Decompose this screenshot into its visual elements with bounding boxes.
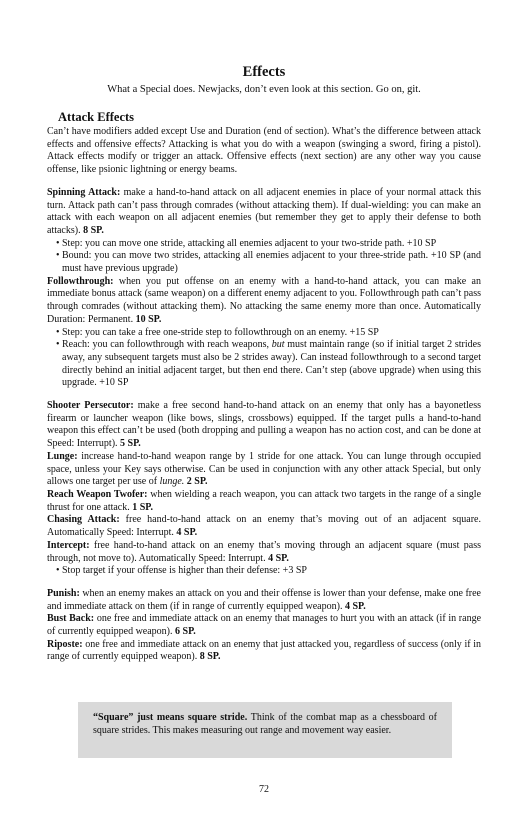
page-number: 72: [259, 784, 269, 795]
entry-name: Punish:: [47, 587, 80, 599]
entry-cost: 1 SP.: [132, 501, 154, 513]
entry-text: when an enemy makes an attack on you and their offense is lower than your defense, make one free and immediate attack on them (if in range of currently equipped weapon).: [47, 587, 481, 612]
sidebar-note: [78, 702, 452, 758]
note-body: Think of the combat map as a chessboard of square strides. This makes measuring out range and movement way easier.: [93, 712, 437, 736]
entry-name: Shooter Persecutor:: [47, 400, 134, 412]
entry-cost: 8 SP.: [199, 651, 221, 663]
upgrade-text: Bound: you can move two strides, attacking all enemies adjacent to your three-stride path. +10 SP (and must have previous upgrade): [62, 250, 481, 275]
entry-name: Bust Back:: [47, 613, 95, 625]
bullet-icon: •: [56, 339, 60, 351]
bullet-icon: •: [56, 565, 60, 577]
entry-cost: 2 SP.: [184, 476, 208, 488]
entry-emphasis: lunge.: [159, 476, 185, 488]
upgrade-text: Stop target if your offense is higher than their defense: +3 SP: [62, 565, 307, 577]
list-item-upgrade: [52, 339, 481, 390]
entry-chasing-attack: [47, 514, 481, 539]
entry-bust-back: [47, 613, 481, 638]
upgrade-text: Step: you can move one stride, attacking all enemies adjacent to your two-stride path. +10 SP: [62, 237, 437, 249]
entry-spinning-attack: [47, 187, 481, 238]
entry-text: when wielding a reach weapon, you can attack two targets in the range of a single thrust for one attack.: [47, 488, 482, 513]
entry-text: make a free second hand-to-hand attack on an enemy that only has a bayonetless firearm or launcher weapon (like bows, slings, crossbows) equipped. If the target pulls a hand-to-hand weapon this effect can’t be used (both dropping and pulling a weapon has no action cost, and can be done at Speed: Interrupt).: [47, 400, 481, 450]
section-heading-attack-effects: Attack Effects: [58, 110, 135, 124]
upgrade-text: Step: you can take a free one-stride step to followthrough on an enemy. +15 SP: [62, 326, 379, 338]
list-item-upgrade: [52, 238, 481, 251]
note-text: [93, 711, 437, 737]
list-item-upgrade: [52, 565, 481, 578]
entry-riposte: [47, 639, 481, 664]
entry-name: Lunge:: [47, 450, 78, 462]
entry-cost: 4 SP.: [176, 527, 198, 539]
section-intro: Can’t have modifiers added except Use and Duration (end of section). What’s the difference between attack effects and offensive effects? Attacking is what you do with a weapon (swinging a sword, firing a pistol). Attack effects modify or trigger an attack. Offensive effects (next section) are any other way you cause offense, like psionic lightning or energy beams.: [47, 126, 481, 176]
entry-punish: [47, 588, 481, 613]
entry-lunge: [47, 451, 481, 489]
bullet-icon: •: [56, 237, 60, 249]
entry-reach-weapon-twofer: [47, 489, 481, 514]
page-title: Effects: [242, 64, 286, 80]
note-bold: “Square” just means square stride.: [93, 712, 248, 723]
entry-name: Intercept:: [47, 539, 90, 551]
bullet-icon: •: [56, 326, 60, 338]
page-subtitle: What a Special does. Newjacks, don’t even look at this section. Go on, git.: [107, 84, 421, 95]
entry-cost: 10 SP.: [135, 313, 162, 325]
bullet-icon: •: [56, 250, 60, 262]
entry-cost: 8 SP.: [83, 224, 104, 236]
entry-cost: 4 SP.: [268, 552, 289, 564]
entry-name: Riposte:: [47, 638, 83, 650]
upgrade-text: must maintain range (so if initial target 2 strides away, any subsequent targets must also be 2 strides away). Can instead followthrough to a second target directly behind an initial adjacent target, but then end there. Can’t step (above upgrade) when using this upgrade. +10 SP: [62, 339, 481, 389]
entry-intercept: [47, 540, 481, 565]
entry-name: Spinning Attack:: [47, 186, 121, 198]
page-content: [47, 62, 481, 664]
entry-text: one free and immediate attack on an enemy that manages to hurt you with an attack (if in range of currently equipped weapon).: [47, 613, 482, 638]
entry-cost: 5 SP.: [120, 438, 141, 450]
entry-text: free hand-to-hand attack on an enemy that’s moving through an adjacent square (must pass through, not move to). Automatically Speed: Interrupt.: [47, 539, 481, 564]
entry-text: one free and immediate attack on an enemy that just attacked you, regardless of success (only if in range of currently equipped weapon).: [47, 638, 481, 663]
entry-shooter-persecutor: [47, 400, 481, 451]
entry-name: Chasing Attack:: [47, 514, 120, 526]
list-item-upgrade: [52, 327, 481, 340]
upgrade-emphasis: but: [271, 339, 285, 351]
entry-text: free hand-to-hand attack on an enemy that’s moving out of an adjacent square. Automatically Speed: Interrupt.: [47, 514, 481, 539]
entry-text: make a hand-to-hand attack on all adjacent enemies in place of your normal attack this turn. Attack path can’t pass through comrades (without attacking them). If dual-wielding: you can make an attack with each weapon on all adjacent enemies (but remember they get to apply their defense to both attacks).: [47, 186, 482, 236]
entry-cost: 6 SP.: [175, 626, 196, 638]
list-item-upgrade: [52, 250, 481, 275]
upgrade-text: Reach: you can followthrough with reach weapons,: [62, 339, 272, 351]
entry-text: when you put offense on an enemy with a hand-to-hand attack, you can make an immediate bonus attack (same weapon) on a different enemy adjacent to you. Followthrough path can’t pass through comrades (without attacking them). No attacking the same enemy more than once. Automatically Duration: Permanent.: [47, 275, 481, 325]
entry-cost: 4 SP.: [344, 600, 366, 612]
entry-text: increase hand-to-hand weapon range by 1 stride for one attack. You can lunge through occupied space, unless your Key says otherwise. Can be used in conjunction with any other attack Special, but only allows one target per use of: [47, 450, 481, 488]
entry-followthrough: [47, 276, 481, 327]
entry-name: Reach Weapon Twofer:: [47, 488, 148, 500]
entry-name: Followthrough:: [47, 275, 114, 287]
